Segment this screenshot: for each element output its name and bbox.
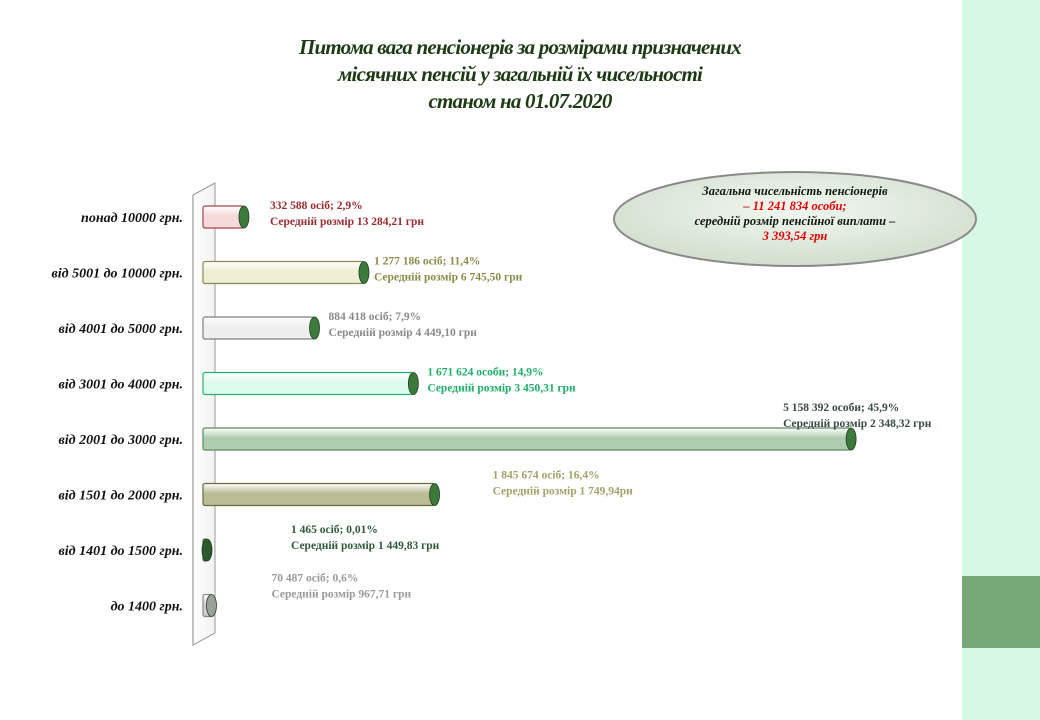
data-label-average: Середній розмір 6 745,50 грн bbox=[373, 271, 523, 284]
data-label-average: Середній розмір 3 450,31 грн bbox=[427, 382, 576, 395]
bar-body bbox=[203, 317, 315, 339]
data-label-count: 884 418 осіб; 7,9% bbox=[328, 311, 422, 323]
bar-cap bbox=[239, 206, 249, 228]
data-label-count: 5 158 392 особи; 45,9% bbox=[783, 402, 900, 414]
category-label: від 5001 до 10000 грн. bbox=[51, 266, 183, 282]
category-label: понад 10000 грн. bbox=[81, 211, 183, 226]
bar-body bbox=[203, 373, 413, 395]
data-label-count: 1 671 624 особи; 14,9% bbox=[427, 366, 544, 379]
category-label: від 3001 до 4000 грн. bbox=[58, 377, 183, 393]
category-label: від 2001 до 3000 грн. bbox=[58, 433, 183, 448]
bar-cap bbox=[359, 262, 369, 284]
data-label-average: Середній розмір 1 749,94рн bbox=[492, 485, 633, 498]
data-label-average: Середній розмір 13 284,21 грн bbox=[269, 216, 425, 228]
summary-total-pensioners: – 11 241 834 особи; bbox=[743, 199, 847, 213]
summary-text bbox=[612, 184, 978, 244]
axis-wall bbox=[193, 183, 215, 645]
bar-body bbox=[203, 428, 851, 450]
data-label-average: Середній розмір 1 449,83 грн bbox=[291, 540, 440, 552]
bar-body bbox=[203, 484, 435, 506]
axis-wall-face bbox=[193, 183, 215, 645]
data-label-count: 332 588 осіб; 2,9% bbox=[269, 200, 363, 212]
summary-line-1: Загальна чисельність пенсіонерів bbox=[702, 184, 888, 198]
bar-cap bbox=[206, 595, 216, 617]
category-labels bbox=[52, 211, 183, 615]
bar-cap bbox=[310, 317, 320, 339]
category-label: до 1400 грн. bbox=[110, 599, 183, 615]
summary-line-3: середній розмір пенсійної виплати – bbox=[694, 214, 896, 228]
bar-cap bbox=[408, 373, 418, 395]
bar-cap bbox=[430, 484, 440, 506]
data-label-average: Середній розмір 4 449,10 грн bbox=[328, 327, 477, 339]
bar bbox=[203, 484, 440, 506]
bar bbox=[203, 262, 369, 284]
summary-average-pension: 3 393,54 грн bbox=[762, 229, 828, 243]
bar bbox=[203, 428, 856, 450]
data-label-average: Середній розмір 2 348,32 грн bbox=[783, 418, 932, 430]
category-label: від 4001 до 5000 грн. bbox=[58, 322, 183, 337]
bar bbox=[203, 206, 249, 228]
data-label-count: 1 845 674 осіб; 16,4% bbox=[492, 469, 600, 482]
bar-body bbox=[203, 262, 364, 284]
bar-body bbox=[203, 206, 244, 228]
category-label: від 1501 до 2000 грн. bbox=[58, 488, 183, 504]
bar bbox=[202, 539, 212, 561]
chart-title-line-3: станом на 01.07.2020 bbox=[428, 89, 612, 113]
chart-title-line-2: місячних пенсій у загальній їх чисельності bbox=[337, 62, 703, 86]
summary-callout bbox=[612, 170, 978, 268]
bar bbox=[203, 373, 418, 395]
bar bbox=[203, 595, 216, 617]
data-label-count: 1 465 осіб; 0,01% bbox=[291, 524, 378, 536]
bar bbox=[203, 317, 320, 339]
data-label-count: 70 487 осіб; 0,6% bbox=[271, 572, 359, 585]
category-label: від 1401 до 1500 грн. bbox=[58, 544, 183, 559]
data-label-average: Середній розмір 967,71 грн bbox=[271, 588, 412, 601]
bar-cap bbox=[202, 539, 212, 561]
chart-title-line-1: Питома вага пенсіонерів за розмірами призначених bbox=[299, 35, 741, 59]
bar-cap bbox=[846, 428, 856, 450]
data-label-count: 1 277 186 осіб; 11,4% bbox=[373, 255, 481, 268]
